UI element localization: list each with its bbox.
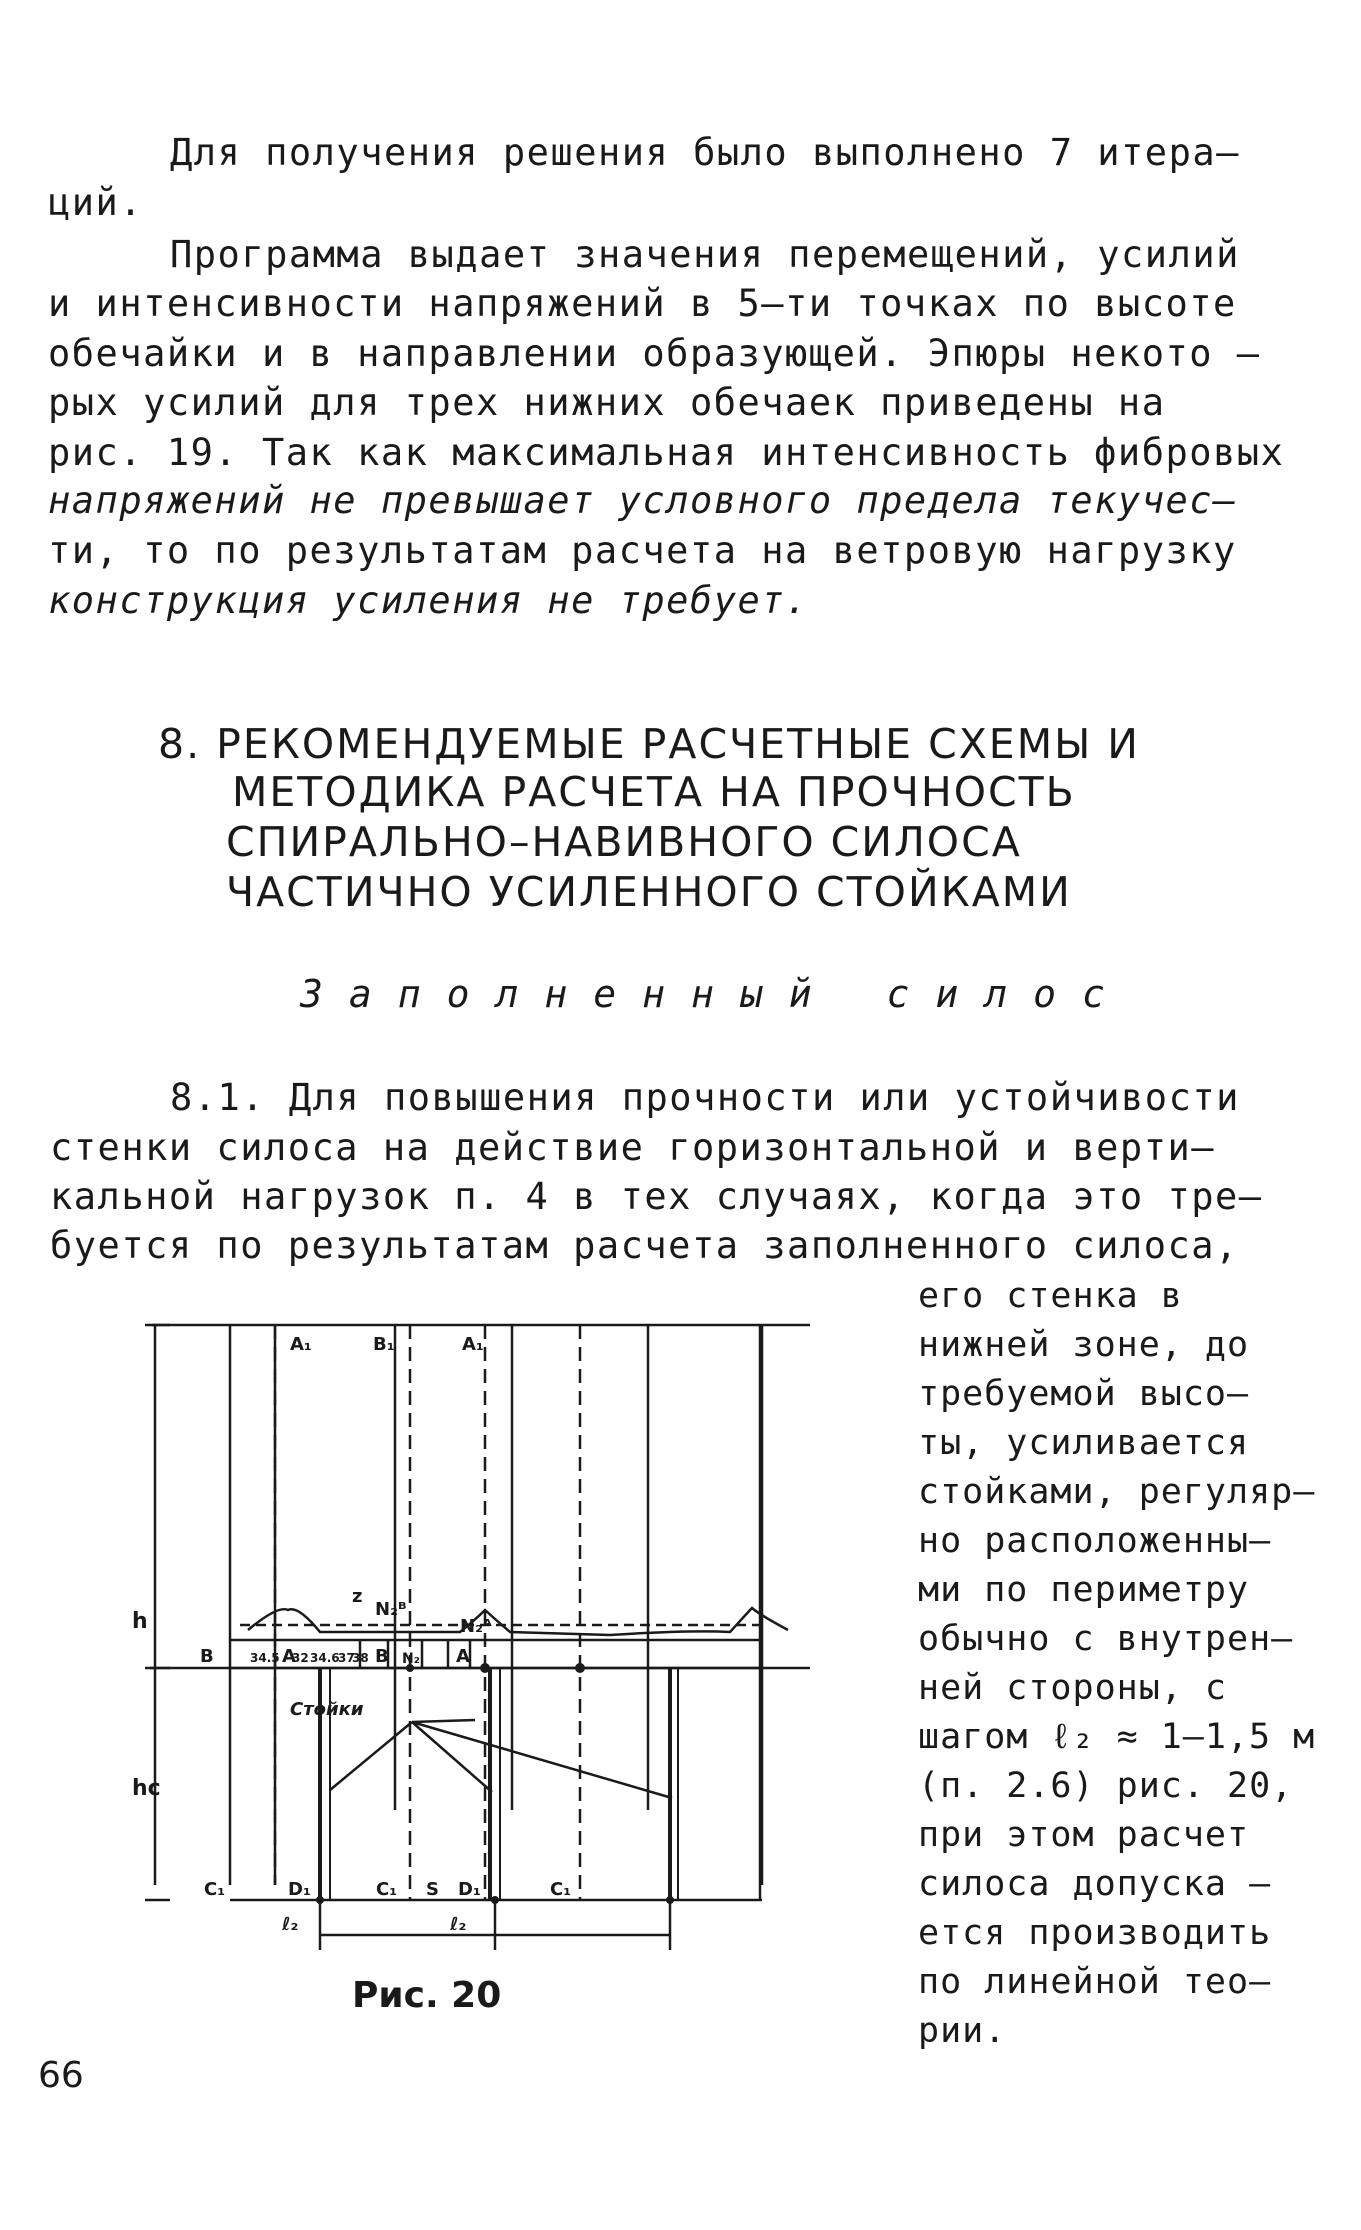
text-line: Для получения решения было выполнено 7 итера– [170, 131, 1240, 174]
side-text-line-10: шагом ℓ₂ ≈ 1–1,5 м [918, 1717, 1316, 1757]
label-d1-mid: D₁ [458, 1879, 481, 1900]
paragraph-2-line-8: конструкция усиления не требует. [48, 579, 809, 622]
label-n2a: N₂ᴬ [460, 1616, 492, 1637]
label-a1-left: A₁ [290, 1334, 312, 1355]
side-text-line-13: силоса допуска – [918, 1864, 1272, 1904]
silo-scheme-drawing [130, 1310, 820, 1950]
paragraph-3-line-1: 8.1. Для повышения прочности или устойчивости [170, 1076, 1240, 1119]
label-a1-right: A₁ [462, 1334, 484, 1355]
label-s: S [426, 1879, 439, 1900]
side-text-line-6: но расположенны– [918, 1521, 1272, 1561]
side-text-line-9: ней стороны, с [918, 1668, 1228, 1708]
paragraph-2-line-6: напряжений не превышает условного предела текучес– [48, 479, 1237, 522]
side-text-line-2: нижней зоне, до [918, 1325, 1250, 1365]
label-n2b: N₂ᴮ [375, 1599, 407, 1620]
paragraph-2-line-3: обечайки и в направлении образующей. Эпюры некото – [48, 332, 1261, 375]
label-dim-32: 32 [292, 1651, 309, 1665]
side-text-line-8: обычно с внутрен– [918, 1619, 1294, 1659]
label-b-mid: B [375, 1646, 389, 1667]
side-text-line-11: (п. 2.6) рис. 20, [918, 1766, 1294, 1806]
leader-right [412, 1722, 672, 1798]
label-hc: hc [132, 1776, 161, 1801]
label-c1-right: C₁ [550, 1879, 572, 1900]
side-text-line-16: рии. [918, 2011, 1007, 2051]
section-heading-line-3: СПИРАЛЬНО–НАВИВНОГО СИЛОСА [226, 818, 1022, 866]
paragraph-2-line-5: рис. 19. Так как максимальная интенсивность фибровых [48, 431, 1285, 474]
paragraph-1-line-1 [170, 130, 1315, 176]
load-epure-curve [248, 1608, 788, 1635]
paragraph-2-line-4: рых усилий для трех нижних обечаек приведены на [48, 381, 1166, 424]
figure-20-diagram [130, 1310, 820, 1950]
label-c1-mid: C₁ [376, 1879, 398, 1900]
label-h: h [132, 1609, 148, 1634]
label-n2-circle: N₂ [402, 1651, 420, 1667]
paragraph-2-line-1: Программа выдает значения перемещений, усилий [170, 233, 1240, 276]
section-heading-line-4: ЧАСТИЧНО УСИЛЕННОГО СТОЙКАМИ [226, 868, 1072, 916]
label-b1: B₁ [373, 1334, 395, 1355]
page-number: 66 [38, 2055, 84, 2096]
side-text-line-12: при этом расчет [918, 1815, 1250, 1855]
side-text-line-1: его стенка в [918, 1276, 1183, 1316]
subheading [300, 972, 1131, 1016]
label-c1-left: C₁ [204, 1879, 226, 1900]
label-l2-left: ℓ₂ [282, 1914, 299, 1935]
label-z: z [352, 1586, 363, 1607]
paragraph-2-line-2: и интенсивности напряжений в 5–ти точках по высоте [48, 282, 1237, 325]
leader-label-underline [412, 1720, 475, 1722]
subheading-text: Заполненный силос [300, 972, 1131, 1016]
paragraph-1-line-2: ций. [48, 181, 144, 224]
paragraph-3-line-2: стенки силоса на действие горизонтальной и верти– [50, 1126, 1216, 1169]
paragraph-2-line-7: ти, то по результатам расчета на ветровую нагрузку [48, 529, 1237, 572]
side-text-line-15: по линейной тео– [918, 1962, 1272, 2002]
label-a-right: A [456, 1646, 470, 1667]
paragraph-3-line-4: буется по результатам расчета заполненного силоса, [50, 1224, 1239, 1267]
label-dim-37: 37 [338, 1651, 355, 1665]
label-dim-38: 38 [352, 1651, 369, 1665]
label-d1-left: D₁ [288, 1879, 311, 1900]
section-heading-line-2: МЕТОДИКА РАСЧЕТА НА ПРОЧНОСТЬ [232, 768, 1076, 816]
figure-caption: Рис. 20 [352, 1975, 502, 2016]
label-a-mid: A [282, 1646, 296, 1667]
leader-left [330, 1722, 412, 1790]
label-dim-345: 34.5 [250, 1651, 280, 1665]
side-text-line-7: ми по периметру [918, 1570, 1250, 1610]
side-text-line-4: ты, усиливается [918, 1423, 1250, 1463]
label-stoyki: Стойки [290, 1699, 364, 1720]
side-text-line-14: ется производить [918, 1913, 1272, 1953]
side-text-line-5: стойками, регуляр– [918, 1472, 1316, 1512]
paragraph-3-line-3: кальной нагрузок п. 4 в тех случаях, когда это тре– [50, 1175, 1263, 1218]
section-heading-line-1: 8. РЕКОМЕНДУЕМЫЕ РАСЧЕТНЫЕ СХЕМЫ И [158, 720, 1140, 768]
side-text-line-3: требуемой высо– [918, 1374, 1250, 1414]
label-b-left: B [200, 1646, 214, 1667]
label-dim-346: 34.6 [310, 1651, 340, 1665]
label-l2-right: ℓ₂ [450, 1914, 467, 1935]
